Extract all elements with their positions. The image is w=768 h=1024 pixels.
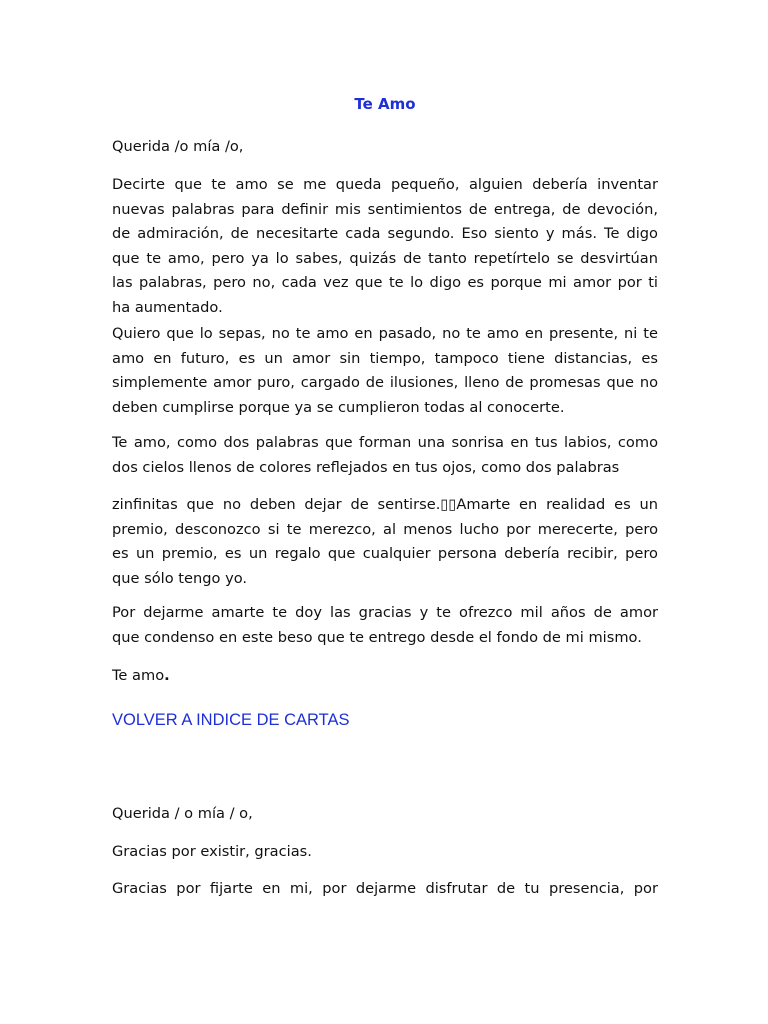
letter2-greeting: Querida / o mía / o,: [112, 805, 253, 822]
paragraph-3: [112, 431, 658, 480]
paragraph-1: [112, 173, 658, 321]
paragraph-line: que condenso en este beso que te entrego desde el fondo de mi mismo.: [112, 628, 642, 646]
paragraph-line: de admiración, de necesitarte cada segundo. Eso siento y más. Te digo: [112, 225, 658, 243]
closing-text: Te amo: [112, 667, 165, 684]
paragraph-line: simplemente amor puro, cargado de ilusiones, lleno de promesas que no: [112, 374, 658, 392]
paragraph-line: dos cielos llenos de colores reflejados en tus ojos, como dos palabras: [112, 458, 620, 476]
paragraph-line: Decirte que te amo se me queda pequeño, alguien debería inventar: [112, 176, 658, 193]
paragraph-line: que te amo, pero ya lo sabes, quizás de tanto repetírtelo se desvirtúan: [112, 249, 658, 267]
paragraph-line: amo en futuro, es un amor sin tiempo, tampoco tiene distancias, es: [112, 349, 658, 367]
paragraph-line: ha aumentado.: [112, 298, 223, 316]
letter2-paragraph-2: [112, 877, 658, 902]
paragraph-line: Gracias por fijarte en mi, por dejarme disfrutar de tu presencia, por: [112, 880, 658, 897]
letter2-paragraph-1: Gracias por existir, gracias.: [112, 843, 312, 860]
paragraph-line: Te amo, como dos palabras que forman una sonrisa en tus labios, como: [112, 434, 658, 451]
back-to-index-link[interactable]: VOLVER A INDICE DE CARTAS: [112, 711, 350, 729]
paragraph-line: deben cumplirse porque ya se cumplieron todas al conocerte.: [112, 398, 565, 416]
paragraph-line: premio, desconozco si te merezco, al menos lucho por merecerte, pero: [112, 520, 658, 538]
paragraph-line: es un premio, es un regalo que cualquier persona debería recibir, pero: [112, 545, 658, 563]
paragraph-5: [112, 601, 658, 650]
letter-title: Te Amo: [354, 95, 416, 113]
paragraph-4: [112, 493, 658, 591]
paragraph-line: Por dejarme amarte te doy las gracias y te ofrezco mil años de amor: [112, 604, 658, 621]
closing-period: .: [164, 667, 170, 684]
paragraph-line: las palabras, pero no, cada vez que te lo digo es porque mi amor por ti: [112, 274, 658, 292]
letter-greeting: Querida /o mía /o,: [112, 138, 244, 155]
paragraph-line: que sólo tengo yo.: [112, 569, 248, 587]
paragraph-line: Quiero que lo sepas, no te amo en pasado, no te amo en presente, ni te: [112, 325, 658, 342]
paragraph-2: [112, 322, 658, 420]
paragraph-line: nuevas palabras para definir mis sentimientos de entrega, de devoción,: [112, 200, 658, 218]
paragraph-line: zinfinitas que no deben dejar de sentirse.▯▯Amarte en realidad es un: [112, 496, 658, 513]
letter-closing: [112, 664, 658, 689]
